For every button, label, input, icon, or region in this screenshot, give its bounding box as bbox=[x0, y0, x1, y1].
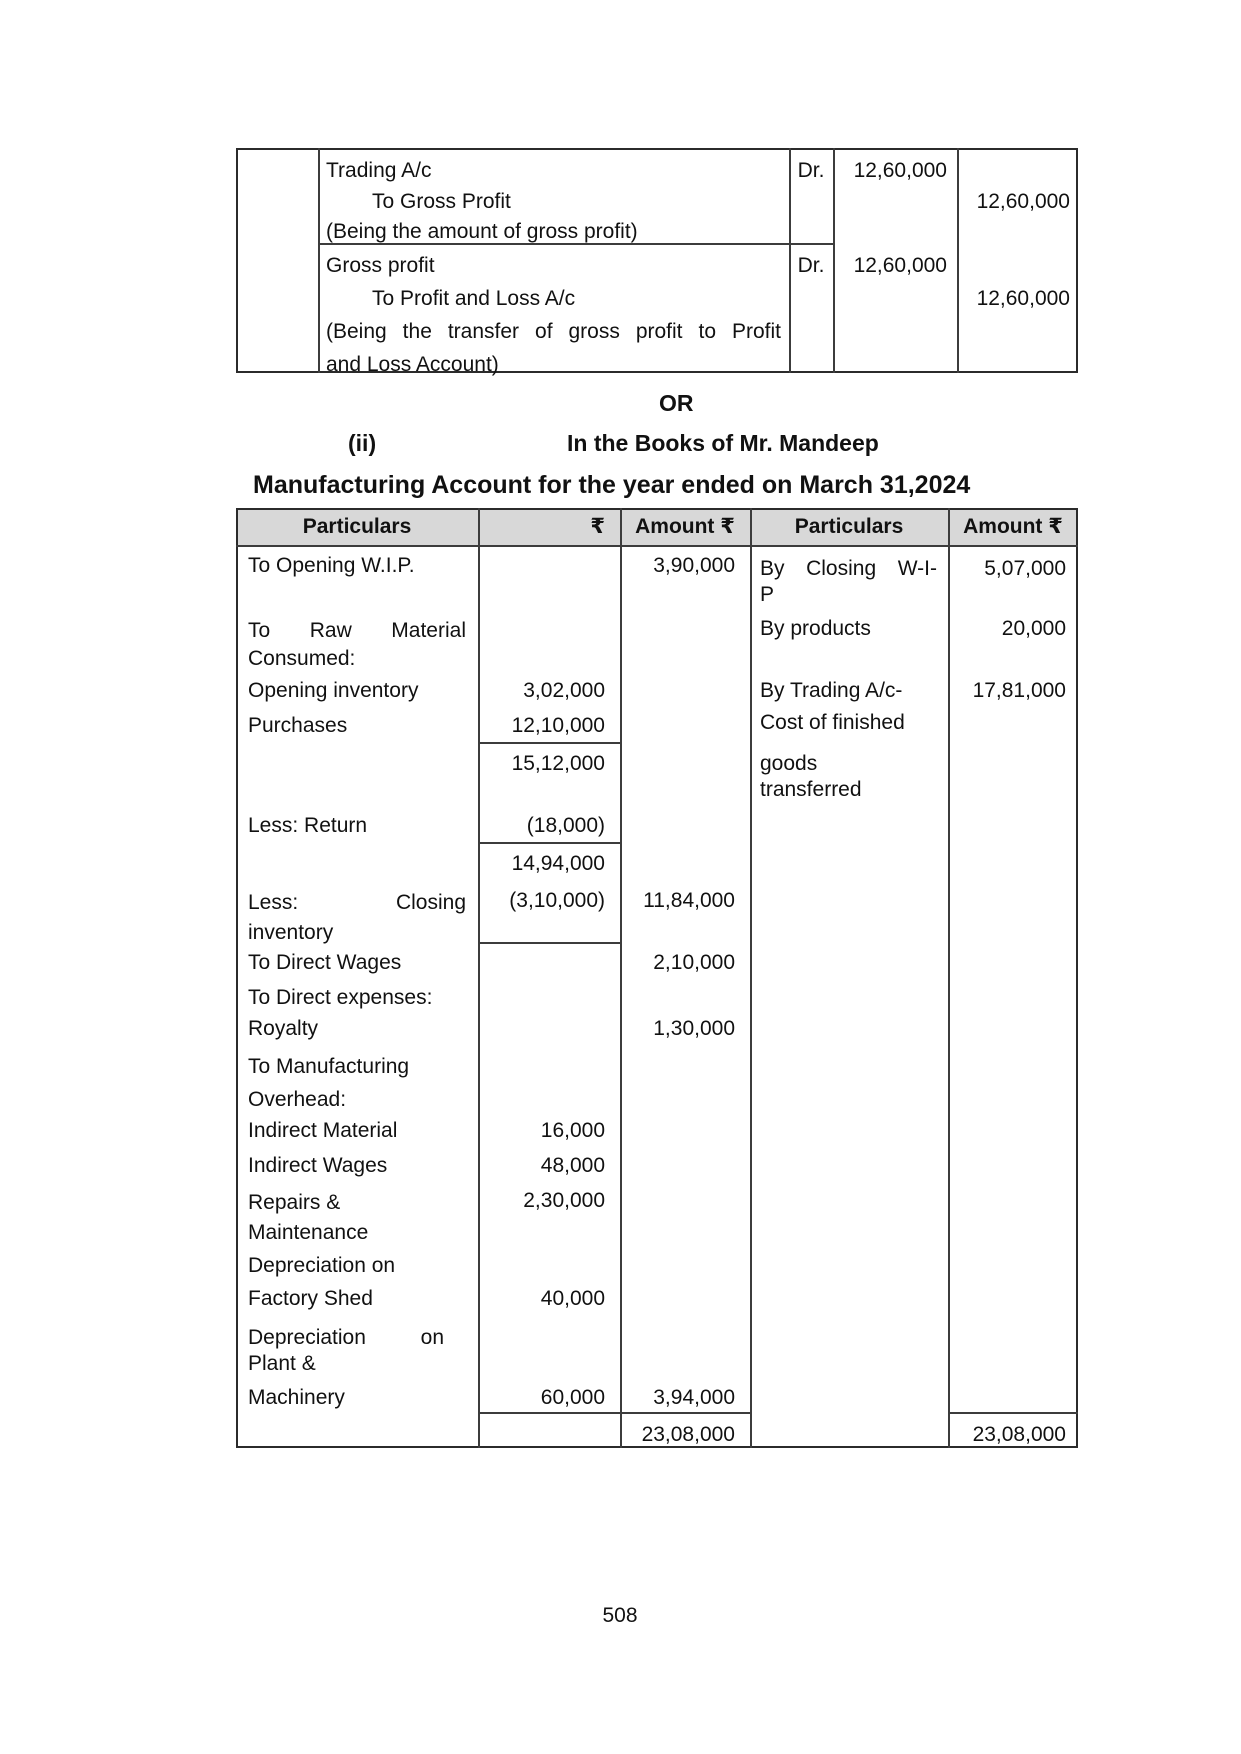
journal-vline-3 bbox=[833, 148, 835, 373]
table-header-rule bbox=[236, 545, 1078, 547]
journal-narration-line2: and Loss Account) bbox=[326, 353, 499, 376]
row-goods-transferred bbox=[760, 751, 937, 803]
row-less-return-rupees: (18,000) bbox=[526, 814, 605, 837]
row-repairs-line1: Repairs & bbox=[248, 1191, 341, 1214]
rupee-col-rule-1 bbox=[478, 742, 620, 744]
total-rule-left bbox=[478, 1412, 750, 1414]
row-less-closing-rupees: (3,10,000) bbox=[509, 889, 605, 912]
row-opening-wip-amount: 3,90,000 bbox=[653, 554, 735, 577]
rupee-col-rule-2 bbox=[478, 842, 620, 844]
row-direct-wages-label: To Direct Wages bbox=[248, 951, 402, 974]
journal-debit-amount: 12,60,000 bbox=[853, 254, 947, 277]
journal-account: Trading A/c bbox=[326, 159, 432, 182]
row-mfg-overhead bbox=[248, 1050, 466, 1116]
row-direct-wages-amount: 2,10,000 bbox=[653, 951, 735, 974]
journal-vline-1 bbox=[318, 148, 320, 373]
row-opening-inventory-rupees: 3,02,000 bbox=[523, 679, 605, 702]
table-vline-4 bbox=[948, 508, 950, 1448]
item-number: (ii) bbox=[348, 430, 377, 456]
row-less-closing-line1: Less: Closing bbox=[248, 891, 466, 914]
journal-credit-amount: 12,60,000 bbox=[976, 287, 1070, 310]
row-closing-wip-line2: P bbox=[760, 583, 775, 606]
row-factory-shed-rupees: 40,000 bbox=[540, 1287, 605, 1310]
row-subtotal-net-rupees: 14,94,000 bbox=[511, 852, 605, 875]
row-goods-transferred-line1: goods bbox=[760, 752, 818, 775]
row-repairs-rupees: 2,30,000 bbox=[523, 1189, 605, 1212]
or-heading: OR bbox=[659, 390, 694, 416]
journal-to-line: To Gross Profit bbox=[372, 190, 511, 213]
row-indirect-wages-rupees: 48,000 bbox=[540, 1154, 605, 1177]
total-rule-right bbox=[948, 1412, 1078, 1414]
row-depreciation-plant-line2: Plant & bbox=[248, 1352, 316, 1375]
journal-to-line: To Profit and Loss A/c bbox=[372, 287, 576, 310]
row-depreciation-plant-line1: Depreciation on bbox=[248, 1326, 444, 1349]
journal-narration: (Being the amount of gross profit) bbox=[326, 220, 638, 243]
header-particulars-right: Particulars bbox=[794, 515, 904, 538]
row-machinery-rupees: 60,000 bbox=[540, 1386, 605, 1409]
journal-debit-amount: 12,60,000 bbox=[853, 159, 947, 182]
row-raw-material bbox=[248, 617, 466, 673]
row-closing-wip bbox=[760, 556, 937, 608]
row-by-products-label: By products bbox=[760, 617, 871, 640]
row-repairs bbox=[248, 1188, 466, 1248]
row-mfg-overhead-line1: To Manufacturing bbox=[248, 1055, 410, 1078]
row-royalty-amount: 1,30,000 bbox=[653, 1017, 735, 1040]
row-purchases-label: Purchases bbox=[248, 714, 348, 737]
row-machinery-amount: 3,94,000 bbox=[653, 1386, 735, 1409]
journal-vline-4 bbox=[957, 148, 959, 373]
row-indirect-material-label: Indirect Material bbox=[248, 1119, 398, 1142]
row-by-trading-label: By Trading A/c- bbox=[760, 679, 903, 702]
row-royalty-label: Royalty bbox=[248, 1017, 319, 1040]
row-total-left-amount: 23,08,000 bbox=[641, 1423, 735, 1446]
journal-narration-line1: (Being the transfer of gross profit to Profit bbox=[326, 320, 781, 343]
row-closing-wip-line1: By Closing W-I- bbox=[760, 557, 937, 580]
row-cost-finished-label: Cost of finished bbox=[760, 711, 905, 734]
header-particulars-left: Particulars bbox=[302, 515, 412, 538]
row-machinery-label: Machinery bbox=[248, 1386, 345, 1409]
page-number: 508 bbox=[602, 1604, 638, 1627]
row-depreciation-plant bbox=[248, 1325, 444, 1377]
row-depreciation-on-label: Depreciation on bbox=[248, 1254, 396, 1277]
row-repairs-line2: Maintenance bbox=[248, 1221, 369, 1244]
row-direct-expenses-label: To Direct expenses: bbox=[248, 986, 433, 1009]
row-goods-transferred-line2: transferred bbox=[760, 778, 862, 801]
journal-credit-amount: 12,60,000 bbox=[976, 190, 1070, 213]
row-by-products-amount: 20,000 bbox=[1001, 617, 1066, 640]
row-less-closing-line2: inventory bbox=[248, 921, 334, 944]
row-indirect-material-rupees: 16,000 bbox=[540, 1119, 605, 1142]
row-raw-material-line1: To Raw Material bbox=[248, 619, 466, 642]
books-heading: In the Books of Mr. Mandeep bbox=[567, 430, 879, 456]
row-opening-wip-label: To Opening W.I.P. bbox=[248, 554, 415, 577]
row-opening-inventory-label: Opening inventory bbox=[248, 679, 419, 702]
journal-dr-label: Dr. bbox=[797, 254, 825, 277]
header-rupee: ₹ bbox=[590, 515, 605, 538]
row-total-right-amount: 23,08,000 bbox=[972, 1423, 1066, 1446]
table-vline-2 bbox=[620, 508, 622, 1448]
rupee-col-rule-3 bbox=[478, 942, 620, 944]
header-amount-left: Amount ₹ bbox=[635, 515, 735, 538]
row-less-closing bbox=[248, 888, 466, 948]
journal-dr-label: Dr. bbox=[797, 159, 825, 182]
row-less-return-label: Less: Return bbox=[248, 814, 368, 837]
row-less-closing-amount: 11,84,000 bbox=[643, 889, 735, 912]
account-title: Manufacturing Account for the year ended on March 31,2024 bbox=[253, 471, 971, 499]
row-raw-material-line2: Consumed: bbox=[248, 647, 356, 670]
table-vline-3 bbox=[750, 508, 752, 1448]
row-indirect-wages-label: Indirect Wages bbox=[248, 1154, 388, 1177]
row-subtotal-gross-rupees: 15,12,000 bbox=[511, 752, 605, 775]
row-factory-shed-label: Factory Shed bbox=[248, 1287, 373, 1310]
row-mfg-overhead-line2: Overhead: bbox=[248, 1088, 347, 1111]
journal-narration bbox=[326, 315, 781, 381]
journal-account: Gross profit bbox=[326, 254, 435, 277]
row-purchases-rupees: 12,10,000 bbox=[511, 714, 605, 737]
header-amount-right: Amount ₹ bbox=[963, 515, 1063, 538]
row-closing-wip-amount: 5,07,000 bbox=[984, 557, 1066, 580]
row-by-trading-amount: 17,81,000 bbox=[972, 679, 1066, 702]
